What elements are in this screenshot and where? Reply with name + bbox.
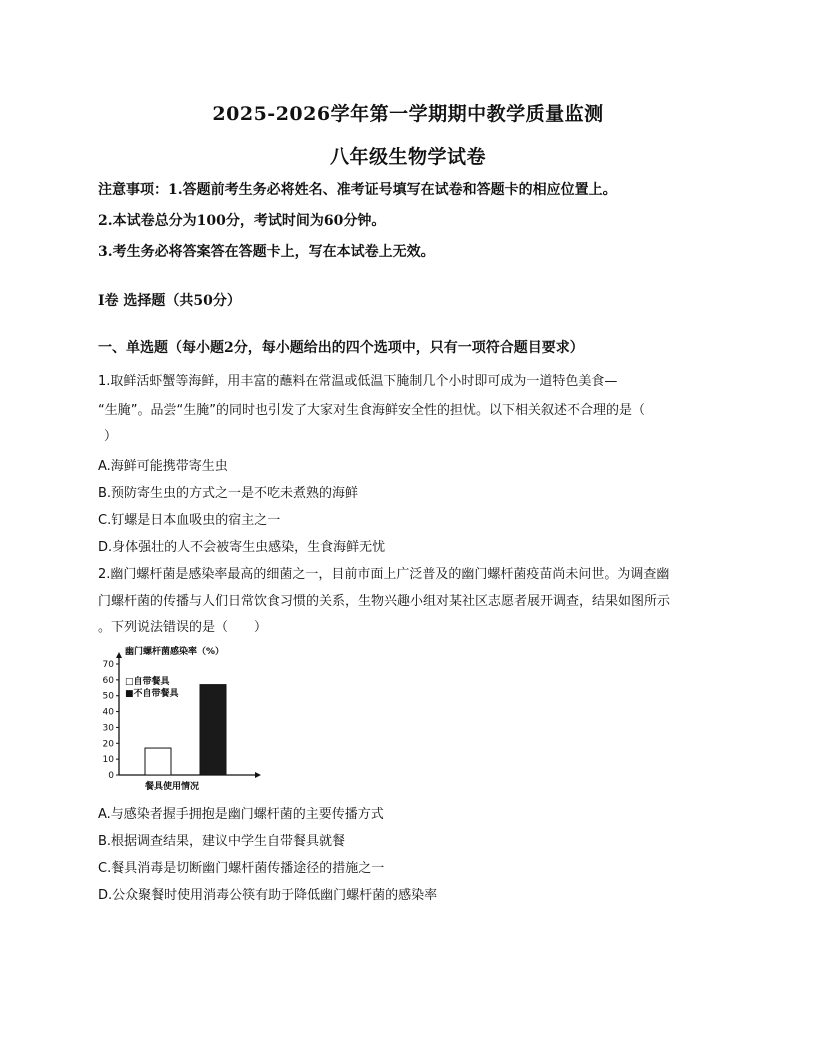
chart-ytick-label: 20 bbox=[102, 739, 114, 750]
question-2-line-2: 门螺杆菌的传播与人们日常饮食习惯的关系，生物兴趣小组对某社区志愿者展开调查，结果如图所示 bbox=[98, 594, 671, 609]
infection-rate-chart bbox=[95, 642, 265, 794]
question-1-line-1: 1.取鲜活虾蟹等海鲜，用丰富的蘸料在常温或低温下腌制几个小时即可成为一道特色美食— bbox=[98, 374, 618, 389]
question-1-option-c: C.钉螺是日本血吸虫的宿主之一 bbox=[98, 513, 281, 528]
question-2-option-b: B.根据调查结果，建议中学生自带餐具就餐 bbox=[98, 834, 346, 849]
chart-xlabel: 餐具使用情况 bbox=[145, 782, 200, 792]
exam-subtitle: 八年级生物学试卷 bbox=[329, 146, 486, 168]
chart-x-axis-arrow bbox=[255, 772, 261, 778]
chart-y-axis-arrow bbox=[116, 652, 122, 658]
chart-bar-no-own-utensils bbox=[200, 685, 226, 775]
chart-legend-item: □自带餐具 bbox=[125, 677, 170, 687]
chart-ytick-label: 10 bbox=[102, 755, 114, 766]
question-2-line-1: 2.幽门螺杆菌是感染率最高的细菌之一，目前市面上广泛普及的幽门螺杆菌疫苗尚未问世。为调查幽 bbox=[98, 567, 670, 582]
chart-ytick-label: 40 bbox=[102, 707, 114, 718]
question-2-option-d: D.公众聚餐时使用消毒公筷有助于降低幽门螺杆菌的感染率 bbox=[98, 888, 438, 903]
question-1-option-a: A.海鲜可能携带寄生虫 bbox=[98, 459, 228, 474]
question-1-option-b: B.预防寄生虫的方式之一是不吃未煮熟的海鲜 bbox=[98, 486, 359, 501]
notice-line-1: 注意事项：1.答题前考生务必将姓名、准考证号填写在试卷和答题卡的相应位置上。 bbox=[98, 182, 617, 198]
chart-ytick-label: 60 bbox=[102, 675, 114, 686]
notice-line-3: 3.考生务必将答案答在答题卡上，写在本试卷上无效。 bbox=[98, 244, 435, 260]
chart-ytick-label: 70 bbox=[102, 660, 114, 670]
question-1-line-2: “生腌”。品尝“生腌”的同时也引发了大家对生食海鲜安全性的担忧。以下相关叙述不合理的是（ bbox=[98, 403, 645, 418]
question-1-line-3: ） bbox=[104, 429, 118, 444]
chart-ytick-label: 50 bbox=[102, 691, 114, 702]
part-heading: Ⅰ卷 选择题（共50分） bbox=[98, 293, 241, 309]
section-heading: 一、单选题（每小题2分，每小题给出的四个选项中，只有一项符合题目要求） bbox=[98, 340, 584, 356]
chart-ytick-label: 0 bbox=[108, 771, 114, 781]
chart-bar-own-utensils bbox=[145, 748, 171, 775]
question-2-line-3: 。下列说法错误的是（ ） bbox=[98, 620, 268, 635]
question-2-option-c: C.餐具消毒是切断幽门螺杆菌传播途径的措施之一 bbox=[98, 861, 385, 876]
notice-line-2: 2.本试卷总分为100分，考试时间为60分钟。 bbox=[98, 213, 386, 229]
question-2-option-a: A.与感染者握手拥抱是幽门螺杆菌的主要传播方式 bbox=[98, 807, 384, 822]
chart-ylabel: 幽门螺杆菌感染率（%） bbox=[125, 647, 225, 657]
exam-title: 2025-2026学年第一学期期中教学质量监测 bbox=[212, 103, 604, 125]
question-1-option-d: D.身体强壮的人不会被寄生虫感染，生食海鲜无忧 bbox=[98, 540, 386, 555]
chart-ytick-label: 30 bbox=[102, 723, 114, 734]
chart-legend-item: ■不自带餐具 bbox=[125, 689, 179, 699]
